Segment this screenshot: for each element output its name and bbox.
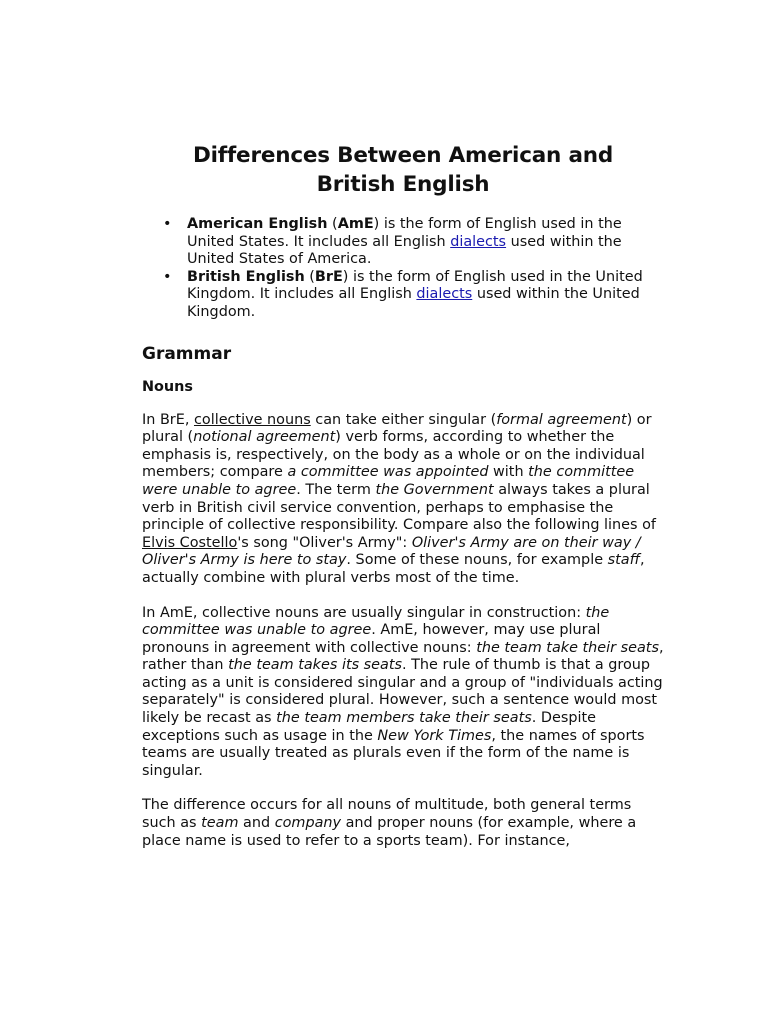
collective-nouns-link[interactable]: collective nouns [193,411,311,428]
text-span: In BrE, [142,411,194,428]
italic-text: the team takes its seats [228,657,402,674]
paragraph-bre-collective-nouns [142,412,664,588]
section-heading-grammar: Grammar [142,343,232,364]
elvis-costello-link[interactable]: Elvis Costello [142,534,238,551]
text-span: , rather than [142,639,664,674]
italic-text: the team members take their seats [276,710,532,727]
subsection-heading-nouns: Nouns [142,378,193,395]
text-span: , actually combine with plural verbs most of the time. [142,552,645,586]
italic-text: formal agreement [496,411,627,428]
italic-text: company [274,815,342,832]
text-span: ) is the form of English used in the United States. It includes all English [187,216,622,250]
text-span: can take either singular ( [310,411,497,428]
text-span: . The rule of thumb is that a group acting as a unit is considered singular and a group of "individuals acting separately" is considered plural. However, such a sentence would most likely be recast as [142,657,663,727]
title-line-2: British English [316,172,490,197]
text-span: with [488,464,529,481]
text-span: and proper nouns (for example, where a place name is used to refer to a sports team). For instance, [142,815,637,849]
text-span: . AmE, however, may use plural pronouns in agreement with collective nouns: [142,622,601,656]
text-span: ) or plural ( [142,411,652,446]
text-span: The difference occurs for all nouns of multitude, both general terms such as [142,797,632,832]
paragraph-nouns-of-multitude [142,797,664,850]
definition-list [142,216,664,322]
text-span: ) is the form of English used in the United Kingdom. It includes all English [187,268,643,303]
list-item [163,216,664,269]
italic-text: the committee was unable to agree [142,604,610,639]
italic-text: notional agreement [193,429,336,446]
text-span: 's song "Oliver's Army": [237,534,412,551]
text-span: . Despite exceptions such as usage in the [142,710,596,744]
italic-text: Oliver's Army are on their way / Oliver's Army is here to stay [142,534,641,569]
text-span: . The term [296,481,376,498]
page-title [142,141,664,199]
term: British English [187,268,305,285]
bullet-icon: • [163,216,172,232]
text-span: In AmE, collective nouns are usually singular in construction: [142,604,586,621]
italic-text: the committee were unable to agree [142,464,635,498]
dialects-link[interactable]: dialects [416,286,473,303]
text-span: and [238,815,275,832]
paragraph-ame-collective-nouns [142,605,664,781]
italic-text: a committee was appointed [287,464,489,481]
text-span: ( [304,268,315,285]
italic-text: the Government [375,481,494,498]
text-span: ) verb forms, according to whether the emphasis is, respectively, on the body as a whole or on the individual members; compare [142,429,645,481]
document-content [142,141,664,850]
italic-text: team [201,815,239,832]
abbreviation: BrE [314,268,343,285]
text-span: always takes a plural verb in British civil service convention, perhaps to emphasise the principle of collective responsibility. Compare also the following lines of [142,481,656,534]
abbreviation: AmE [337,216,374,232]
italic-text: staff [607,552,640,569]
title-line-1: Differences Between American and [192,143,614,168]
bullet-icon: • [163,268,172,285]
dialects-link[interactable]: dialects [450,233,507,250]
term: American English [187,216,328,232]
text-span: used within the United Kingdom. [187,286,640,320]
italic-text: New York Times [377,727,492,744]
italic-text: the team take their seats [476,639,659,656]
text-span: . Some of these nouns, for example [346,552,608,569]
text-span: used within the United States of America. [187,233,622,268]
list-item [163,268,664,322]
text-span: ( [327,216,338,232]
text-span: , the names of sports teams are usually treated as plurals even if the form of the name is singular. [142,727,645,779]
